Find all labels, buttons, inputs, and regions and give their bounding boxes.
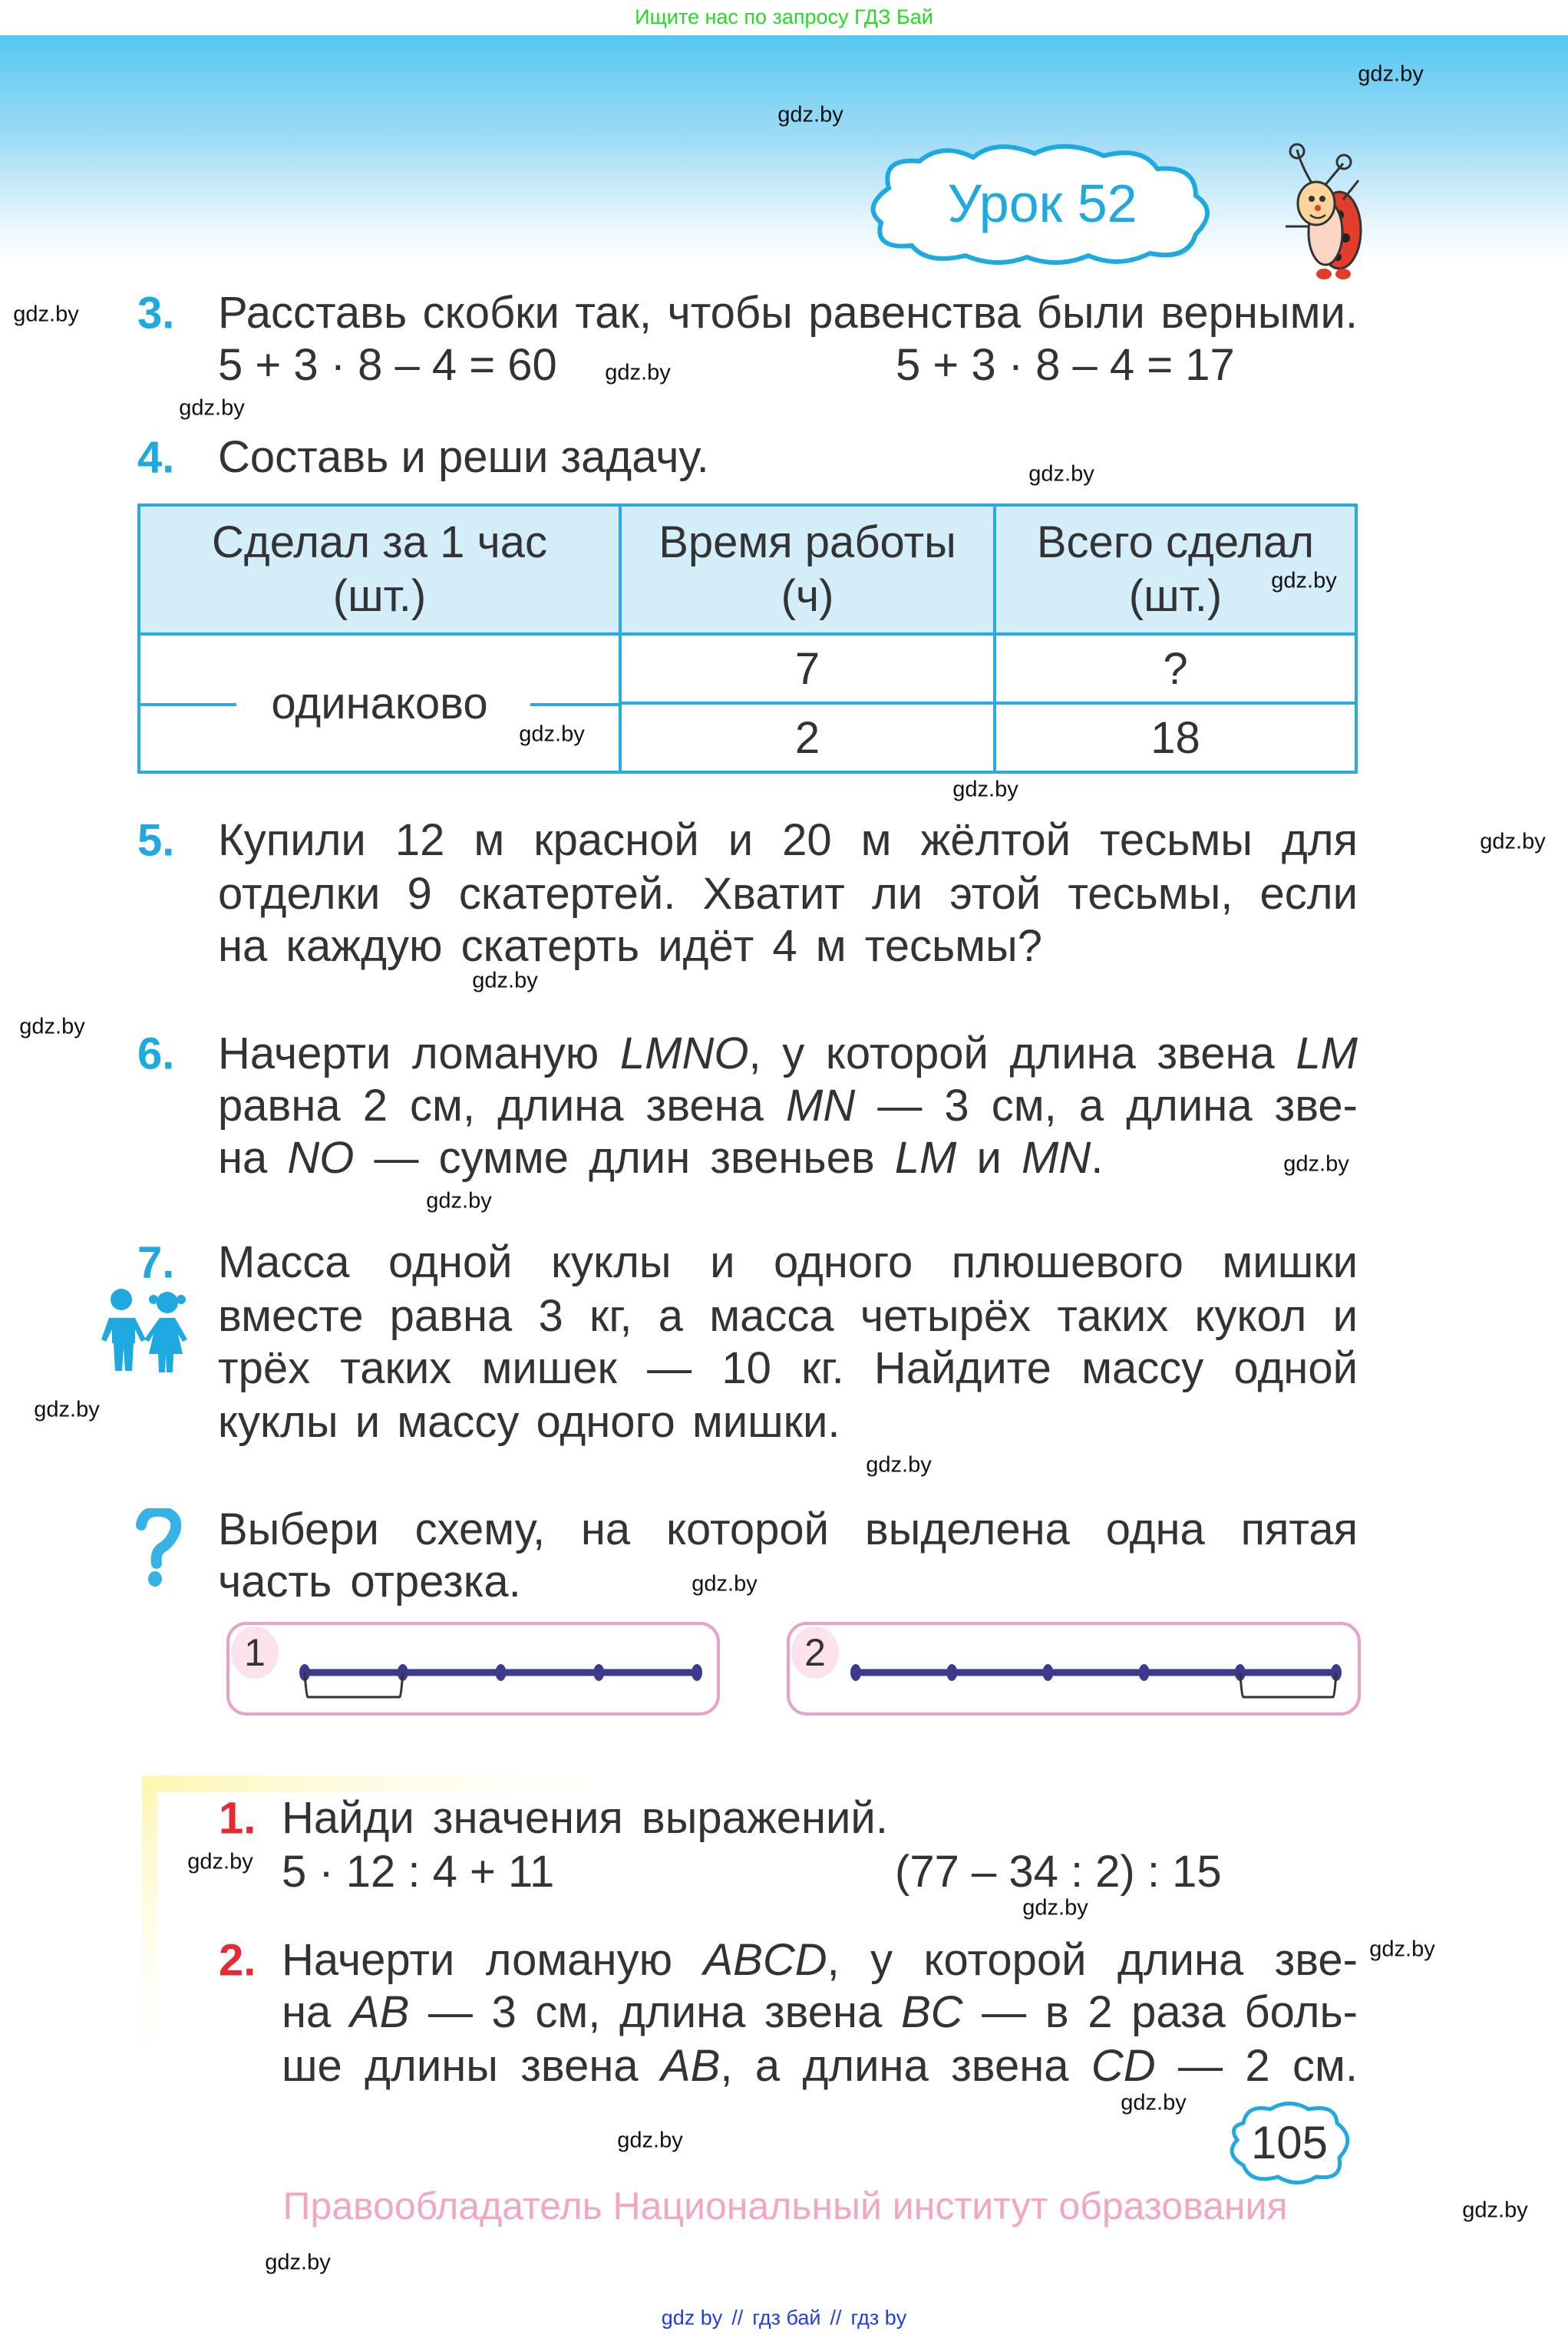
task-3-number: 3. [137,288,175,338]
footer-link[interactable]: гдз by [850,2306,907,2330]
header-line: Всего сделал [1036,517,1315,567]
footer-separator: // [830,2306,842,2330]
task-7-line [218,1342,1358,1395]
task-7-line [218,1395,840,1449]
text-fragment: трёх таких мишек — 10 кг. Найдите массу одной [218,1343,1358,1393]
segment-name: AB [660,2041,721,2091]
footer-links [0,2307,1568,2330]
task-5-line [218,867,1358,921]
homework-2-line [282,2039,1358,2093]
watermark: gdz.by [777,102,843,127]
part-bracket [305,1673,403,1697]
segment-point [1139,1664,1150,1681]
watermark: gdz.by [1028,461,1094,487]
task-7-line [218,1236,1358,1290]
watermark: gdz.by [179,395,245,421]
watermark: gdz.by [1283,1151,1349,1177]
task-6-number: 6. [137,1029,175,1079]
text-fragment: , а длина звена [720,2041,1091,2091]
text-fragment: . [1091,1133,1104,1183]
watermark: gdz.by [1121,2090,1187,2115]
search-banner[interactable]: Ищите нас по запросу ГДЗ Бай [635,5,933,28]
task-5-number: 5. [137,815,175,866]
segment-name: LM [894,1133,957,1183]
scheme-number: 1 [231,1626,279,1679]
text-fragment: вместе равна 3 кг, а масса четырёх таких кукол и [218,1291,1358,1341]
table-header [620,505,995,634]
watermark: gdz.by [187,1849,253,1874]
segment-name: CD [1091,2041,1156,2091]
text-fragment: — сумме длин звеньев [354,1133,895,1183]
table-cell: ? [995,634,1356,703]
segment-name: AB [349,1987,410,2037]
header-line: Сделал за 1 час [212,517,547,567]
scheme-option-2[interactable] [787,1622,1361,1716]
footer-link[interactable]: гдз бай [752,2306,821,2330]
task-7-line [218,1290,1358,1343]
table-cell-merged [139,634,620,772]
text-fragment: на [282,1987,350,2037]
header-line: (ч) [781,571,834,621]
question-line [218,1503,1358,1557]
task-5-line [218,920,1042,973]
segment-point [496,1664,507,1681]
task-4-table [137,504,1358,774]
watermark: gdz.by [605,360,671,385]
part-bracket [1240,1673,1336,1697]
watermark: gdz.by [519,722,585,747]
scheme-option-1[interactable] [226,1622,720,1716]
segment-diagram [790,1625,1358,1712]
kids-pair-icon [98,1286,194,1374]
text-fragment: отделки 9 скатертей. Хватит ли этой тесьмы, если [218,869,1358,919]
segment-name: LM [1296,1029,1358,1078]
segment-name: BC [900,1987,963,2037]
question-line [218,1555,521,1609]
segment-name: MN [1022,1133,1091,1183]
copyright-notice: Правообладатель Национальный институт образования [282,2184,1288,2227]
segment-diagram [229,1625,717,1712]
text-fragment: , у которой длина звена [748,1029,1296,1078]
table-cell: 18 [995,703,1356,772]
task-6-line [218,1079,1358,1133]
homework-1-expression-2: (77 – 34 : 2) : 15 [895,1847,1222,1897]
footer-link[interactable]: gdz by [661,2306,723,2330]
text-fragment: Начерти ломаную [218,1029,620,1078]
text-fragment: ше длины звена [282,2041,661,2091]
watermark: gdz.by [692,1571,758,1597]
question-mark-icon [132,1508,186,1589]
watermark: gdz.by [265,2250,331,2275]
lesson-title: Урок 52 [947,173,1137,233]
text-fragment: Масса одной куклы и одного плюшевого мишки [218,1237,1358,1287]
header-line: (шт.) [1128,571,1223,621]
ladybug-icon [1270,142,1378,280]
text-fragment: , у которой длина зве- [827,1935,1358,1985]
same-rate-label: одинаково [271,678,488,728]
text-fragment: и [956,1133,1022,1183]
task-4-text: Составь и реши задачу. [218,432,709,482]
scheme-number: 2 [791,1626,839,1679]
table-cell: 7 [620,634,995,703]
watermark: gdz.by [1271,568,1337,593]
segment-point [1042,1664,1053,1681]
task-3-expression-2: 5 + 3 · 8 – 4 = 17 [896,340,1235,390]
task-3-expression-1: 5 + 3 · 8 – 4 = 60 [218,340,557,390]
watermark: gdz.by [13,302,79,327]
homework-2-line [282,1933,1358,1987]
text-fragment: на каждую скатерть идёт 4 м тесьмы? [218,921,1042,971]
text-fragment: Начерти ломаную [282,1935,704,1985]
segment-name: NO [287,1133,355,1183]
homework-1-expression-1: 5 · 12 : 4 + 11 [282,1847,555,1897]
text-fragment: Выбери схему, на которой выделена одна пятая [218,1504,1358,1554]
task-6-line [218,1027,1358,1081]
text-fragment: Купили 12 м красной и 20 м жёлтой тесьмы для [218,815,1358,865]
watermark: gdz.by [1462,2198,1528,2223]
segment-point [850,1664,861,1681]
watermark: gdz.by [426,1188,492,1214]
watermark: gdz.by [34,1397,100,1422]
watermark: gdz.by [952,777,1018,802]
text-fragment: часть отрезка. [218,1557,521,1607]
task-6-line [218,1131,1103,1185]
text-fragment: — 2 см. [1155,2041,1358,2091]
segment-point [593,1664,604,1681]
homework-2-line [282,1986,1358,2039]
header-line: Время работы [659,517,956,567]
text-fragment: равна 2 см, длина звена [218,1081,787,1131]
watermark: gdz.by [1022,1895,1088,1920]
watermark: gdz.by [19,1014,85,1039]
watermark: gdz.by [472,968,538,993]
text-fragment: — 3 см, длина звена [409,1987,901,2037]
segment-point [692,1664,702,1681]
segment-name: LMNO [619,1029,749,1078]
watermark: gdz.by [866,1452,932,1478]
footer-separator: // [731,2306,744,2330]
watermark: gdz.by [1480,829,1546,854]
text-fragment: — 3 см, а длина зве- [855,1081,1358,1131]
text-fragment: на [218,1133,288,1183]
table-row [139,634,1356,703]
page-number: 105 [1250,2117,1329,2168]
text-fragment: — в 2 раза боль- [962,1987,1358,2037]
task-5-line [218,814,1358,867]
table-header [139,505,620,634]
table-cell: 2 [620,703,995,772]
segment-name: ABCD [703,1935,827,1985]
text-fragment: куклы и массу одного мишки. [218,1397,840,1447]
segment-name: MN [786,1081,856,1131]
segment-point [946,1664,957,1681]
task-4-number: 4. [137,432,175,483]
task-3-text: Расставь скобки так, чтобы равенства были верными. [218,288,1358,338]
homework-1-number: 1. [219,1793,256,1844]
task-7-number: 7. [137,1237,175,1288]
homework-1-text: Найди значения выражений. [282,1793,888,1843]
watermark: gdz.by [1369,1937,1435,1962]
homework-2-number: 2. [219,1935,256,1986]
watermark: gdz.by [1358,61,1424,87]
header-line: (шт.) [332,571,427,621]
watermark: gdz.by [617,2128,683,2153]
